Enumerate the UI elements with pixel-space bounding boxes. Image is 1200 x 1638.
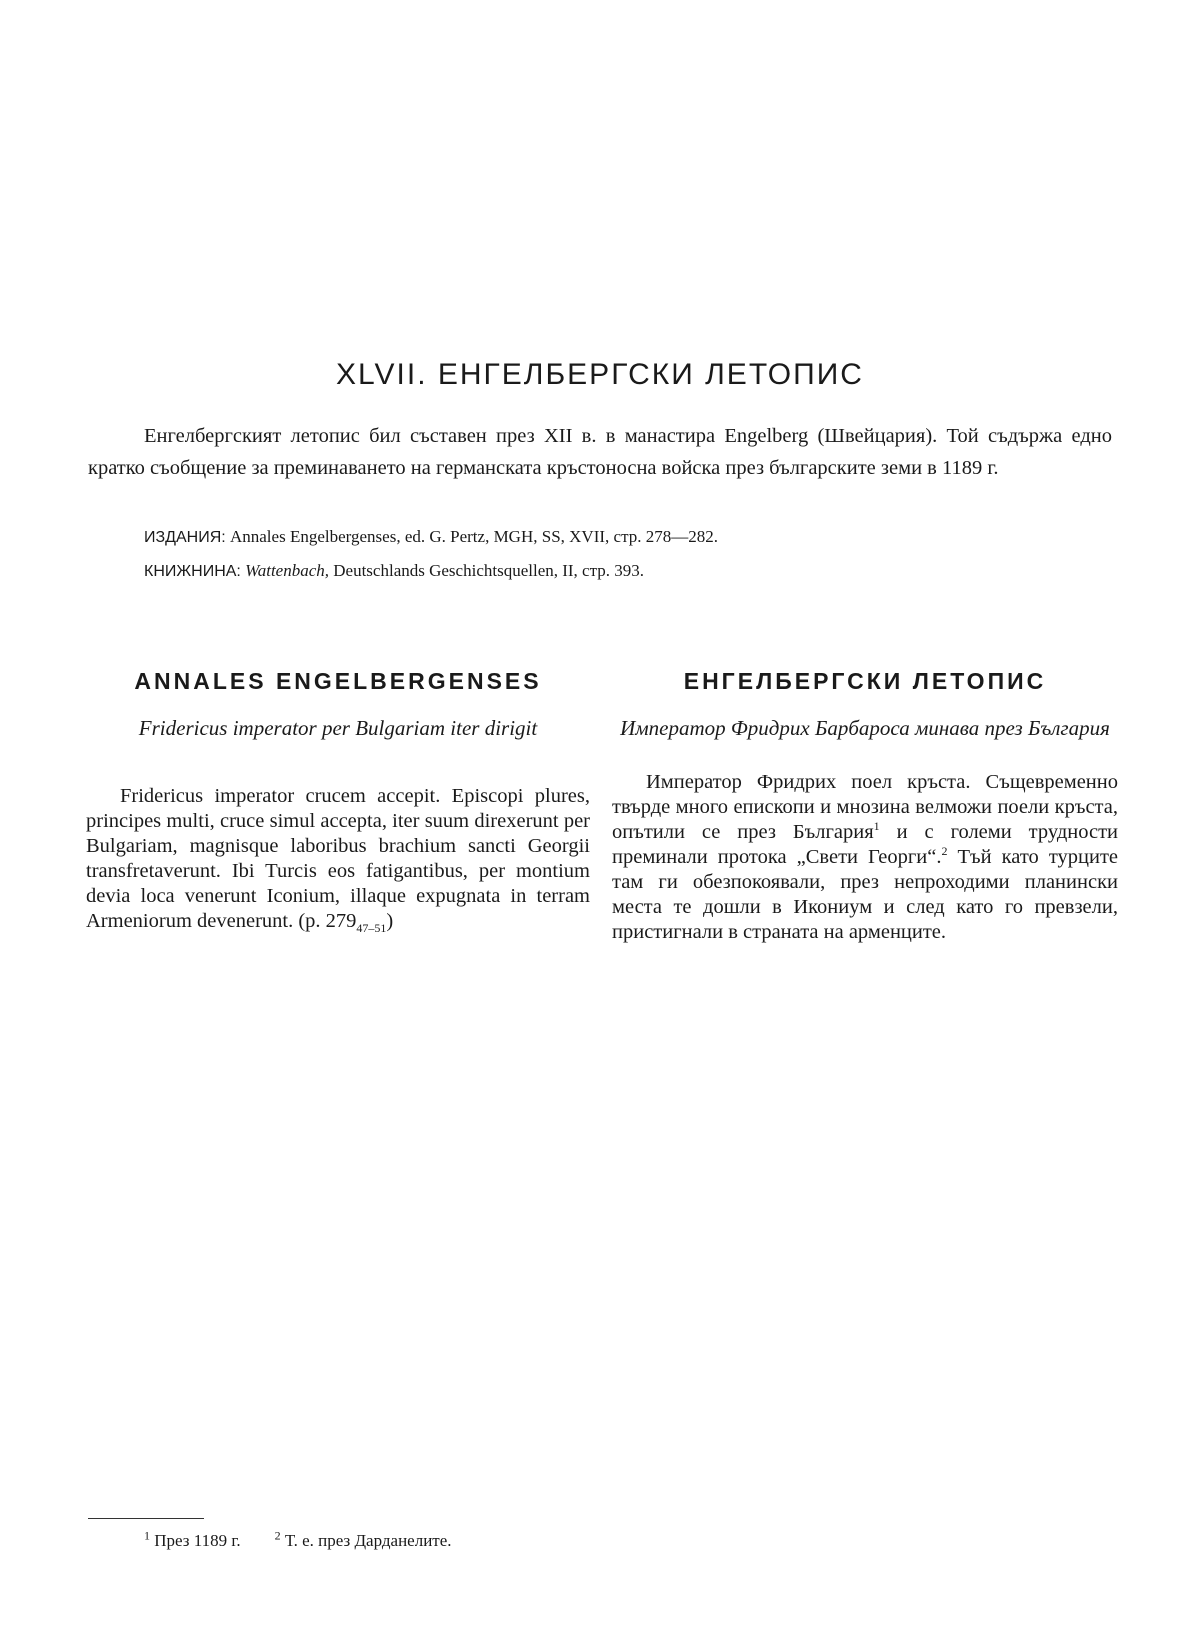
footnotes xyxy=(144,1530,452,1552)
bulgarian-subheading: Император Фридрих Барбароса минава през България xyxy=(620,716,1110,740)
literature-author: Wattenbach, xyxy=(245,561,330,580)
literature-line xyxy=(144,560,1104,583)
editions-text: Annales Engelbergenses, ed. G. Pertz, MGH, SS, XVII, стр. 278—282. xyxy=(229,527,718,546)
editions-line xyxy=(144,526,1104,549)
bulgarian-body-part2: и с големи трудности преминали протока „Свети Георги“. xyxy=(612,821,1119,868)
bulgarian-body-part1: Император Фридрих поел кръста. Същевременно твърде много епископи и мнозина велможи поели кръста, опътили се през България xyxy=(612,771,1118,843)
footnote-1-number: 1 xyxy=(144,1528,150,1543)
intro-text: Енгелбергският летопис бил съставен през XII в. в манастира Engelberg (Швейцария). Той съдържа едно кратко съобщение за преминаването на германската кръстоносна войска през българските земи в 1189 г. xyxy=(88,425,1112,479)
footnote-2-number: 2 xyxy=(274,1528,281,1543)
latin-column xyxy=(86,666,590,934)
latin-page-ref: 47–51 xyxy=(356,921,387,936)
latin-heading: ANNALES ENGELBERGENSES xyxy=(134,668,542,694)
latin-body-text: Fridericus imperator crucem accepit. Episcopi plures, principes multi, cruce simul accepta, iter suum direxerunt per Bulgariam, magnisque laboribus brachium sancti Georgii transfretaverunt. Ibi Turcis eos fatigantibus, per montium devia loca venerunt Iconium, illaque expugnata in terram Armeniorum devenerunt. (p. 279 xyxy=(86,785,590,932)
footnote-1-text: През 1189 г. xyxy=(154,1531,241,1550)
chapter-title: XLVII. ЕНГЕЛБЕРГСКИ ЛЕТОПИС xyxy=(336,358,864,391)
bulgarian-body-part3: Тъй като турците там ги обезпокоявали, през непроходими планински места те дошли в Икониум и след като го превзели, пристигнали в страната на арменците. xyxy=(612,846,1119,943)
footnote-ref-2: 2 xyxy=(941,844,948,859)
bulgarian-heading: ЕНГЕЛБЕРГСКИ ЛЕТОПИС xyxy=(683,668,1047,694)
bulgarian-body xyxy=(612,770,1118,945)
literature-label: КНИЖНИНА: xyxy=(144,563,241,580)
footnote-2-text: Т. е. през Дарданелите. xyxy=(284,1531,452,1550)
footnote-divider xyxy=(88,1518,204,1519)
bulgarian-column xyxy=(612,666,1118,945)
editions-label: ИЗДАНИЯ: xyxy=(144,529,226,546)
intro-paragraph xyxy=(88,420,1112,484)
footnote-2 xyxy=(274,1528,452,1550)
literature-text: Deutschlands Geschichtsquellen, II, стр. 393. xyxy=(333,561,644,580)
latin-body-end: ) xyxy=(386,910,394,932)
latin-body xyxy=(86,784,590,934)
latin-subheading: Fridericus imperator per Bulgariam iter dirigit xyxy=(138,716,538,740)
footnote-ref-1: 1 xyxy=(873,819,880,834)
footnote-1 xyxy=(144,1528,241,1550)
